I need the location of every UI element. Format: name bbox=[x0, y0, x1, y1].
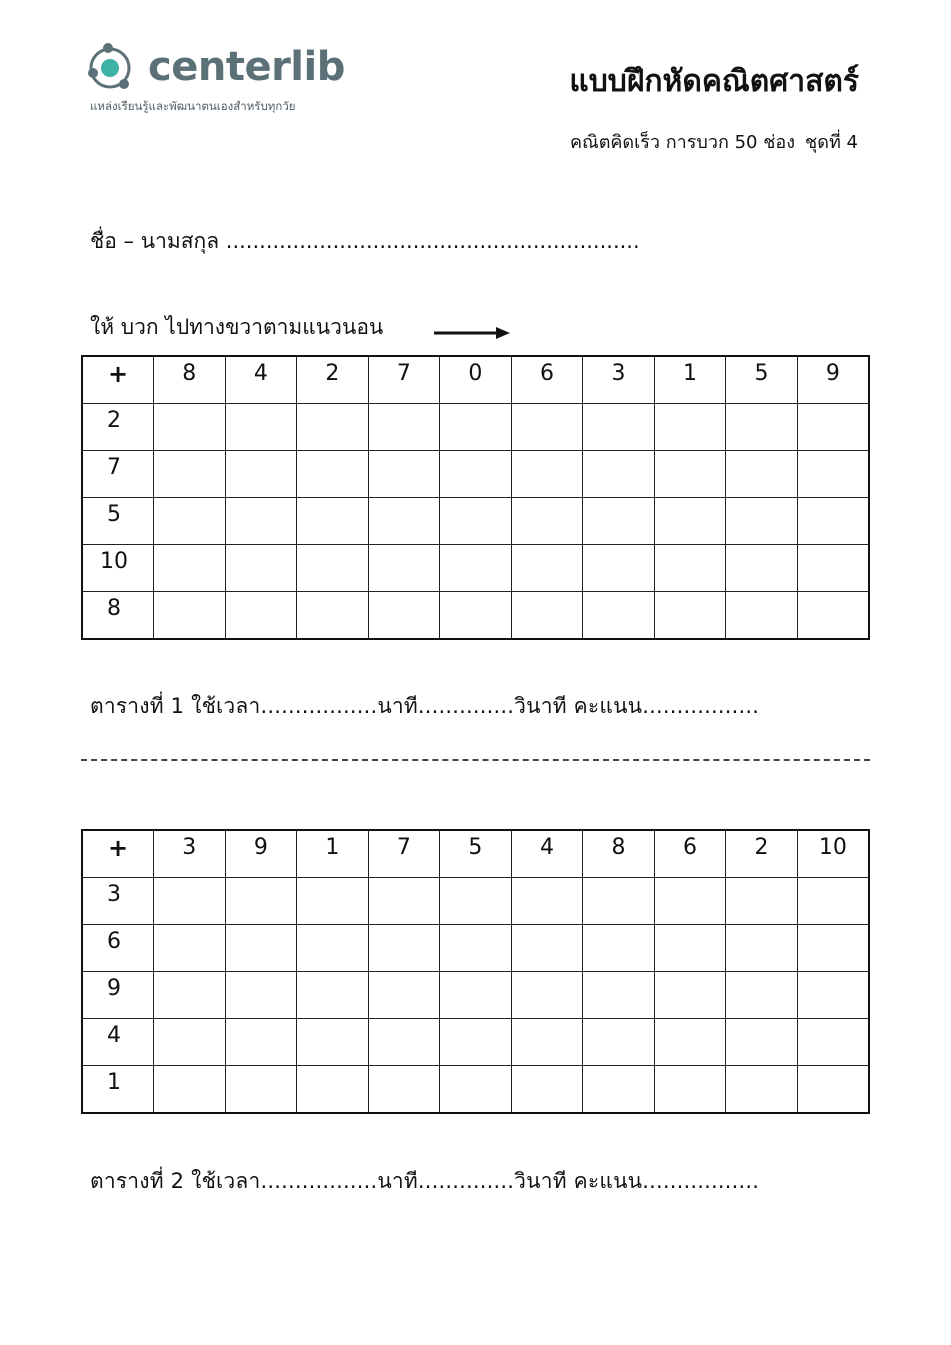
answer-cell[interactable] bbox=[797, 925, 869, 972]
answer-cell[interactable] bbox=[511, 925, 583, 972]
grid-row bbox=[82, 498, 869, 545]
answer-cell[interactable] bbox=[797, 1019, 869, 1066]
answer-cell[interactable] bbox=[154, 592, 226, 640]
answer-cell[interactable] bbox=[654, 404, 726, 451]
grid-header-row bbox=[82, 830, 869, 878]
row-header-cell: 6 bbox=[82, 925, 154, 972]
answer-cell[interactable] bbox=[297, 972, 369, 1019]
grid-header-row bbox=[82, 356, 869, 404]
answer-cell[interactable] bbox=[297, 878, 369, 925]
column-header-cell: 3 bbox=[583, 356, 655, 404]
answer-cell[interactable] bbox=[511, 878, 583, 925]
grid-2-body bbox=[82, 830, 869, 1113]
answer-cell[interactable] bbox=[726, 878, 798, 925]
answer-cell[interactable] bbox=[440, 545, 512, 592]
table1-result-line[interactable]: ตารางที่ 1 ใช้เวลา.................นาที..............วินาที คะแนน................. bbox=[90, 694, 760, 718]
answer-cell[interactable] bbox=[511, 1019, 583, 1066]
answer-cell[interactable] bbox=[225, 925, 297, 972]
answer-cell[interactable] bbox=[726, 1066, 798, 1114]
answer-cell[interactable] bbox=[726, 592, 798, 640]
subtitle-text: คณิตคิดเร็ว การบวก 50 ช่อง bbox=[569, 132, 796, 153]
instruction-text: ให้ บวก ไปทางขวาตามแนวนอน bbox=[90, 315, 384, 339]
answer-cell[interactable] bbox=[583, 1019, 655, 1066]
answer-cell[interactable] bbox=[797, 592, 869, 640]
answer-cell[interactable] bbox=[154, 878, 226, 925]
answer-cell[interactable] bbox=[583, 878, 655, 925]
answer-cell[interactable] bbox=[154, 451, 226, 498]
answer-cell[interactable] bbox=[511, 972, 583, 1019]
answer-cell[interactable] bbox=[368, 545, 440, 592]
column-header-cell: 2 bbox=[726, 830, 798, 878]
dashed-separator bbox=[81, 759, 870, 761]
page-title: แบบฝึกหัดคณิตศาสตร์ bbox=[569, 64, 859, 99]
row-header-cell: 4 bbox=[82, 1019, 154, 1066]
column-header-cell: 1 bbox=[654, 356, 726, 404]
answer-cell[interactable] bbox=[797, 972, 869, 1019]
answer-cell[interactable] bbox=[154, 972, 226, 1019]
column-header-cell: 0 bbox=[440, 356, 512, 404]
answer-cell[interactable] bbox=[726, 498, 798, 545]
answer-cell[interactable] bbox=[726, 545, 798, 592]
answer-cell[interactable] bbox=[797, 451, 869, 498]
plus-operator-cell: + bbox=[82, 356, 154, 404]
answer-cell[interactable] bbox=[225, 592, 297, 640]
answer-cell[interactable] bbox=[440, 404, 512, 451]
answer-cell[interactable] bbox=[797, 878, 869, 925]
answer-cell[interactable] bbox=[368, 592, 440, 640]
grid-row bbox=[82, 404, 869, 451]
answer-cell[interactable] bbox=[440, 1019, 512, 1066]
answer-cell[interactable] bbox=[511, 1066, 583, 1114]
answer-cell[interactable] bbox=[225, 1019, 297, 1066]
name-field-line[interactable]: ชื่อ – นามสกุล .............................................................. bbox=[90, 229, 640, 253]
addition-grid-2 bbox=[81, 829, 870, 1114]
column-header-cell: 6 bbox=[511, 356, 583, 404]
answer-cell[interactable] bbox=[583, 925, 655, 972]
answer-cell[interactable] bbox=[583, 972, 655, 1019]
answer-cell[interactable] bbox=[440, 592, 512, 640]
column-header-cell: 7 bbox=[368, 356, 440, 404]
answer-cell[interactable] bbox=[797, 1066, 869, 1114]
answer-cell[interactable] bbox=[654, 592, 726, 640]
answer-cell[interactable] bbox=[511, 545, 583, 592]
column-header-cell: 8 bbox=[154, 356, 226, 404]
column-header-cell: 5 bbox=[440, 830, 512, 878]
answer-cell[interactable] bbox=[654, 1019, 726, 1066]
answer-cell[interactable] bbox=[368, 878, 440, 925]
column-header-cell: 9 bbox=[225, 830, 297, 878]
answer-cell[interactable] bbox=[511, 451, 583, 498]
table2-result-line[interactable]: ตารางที่ 2 ใช้เวลา.................นาที..............วินาที คะแนน................. bbox=[90, 1169, 760, 1193]
column-header-cell: 8 bbox=[583, 830, 655, 878]
answer-cell[interactable] bbox=[654, 1066, 726, 1114]
answer-cell[interactable] bbox=[368, 972, 440, 1019]
row-header-cell: 3 bbox=[82, 878, 154, 925]
answer-cell[interactable] bbox=[511, 404, 583, 451]
answer-cell[interactable] bbox=[797, 404, 869, 451]
answer-cell[interactable] bbox=[225, 545, 297, 592]
answer-cell[interactable] bbox=[440, 925, 512, 972]
answer-cell[interactable] bbox=[225, 498, 297, 545]
answer-cell[interactable] bbox=[583, 404, 655, 451]
column-header-cell: 9 bbox=[797, 356, 869, 404]
answer-cell[interactable] bbox=[654, 498, 726, 545]
answer-cell[interactable] bbox=[654, 878, 726, 925]
column-header-cell: 2 bbox=[297, 356, 369, 404]
answer-cell[interactable] bbox=[297, 404, 369, 451]
answer-cell[interactable] bbox=[368, 925, 440, 972]
page-subtitle bbox=[570, 127, 858, 156]
answer-cell[interactable] bbox=[368, 404, 440, 451]
column-header-cell: 6 bbox=[654, 830, 726, 878]
logo-wordmark: centerlib bbox=[148, 44, 345, 90]
answer-cell[interactable] bbox=[654, 545, 726, 592]
answer-cell[interactable] bbox=[225, 451, 297, 498]
column-header-cell: 4 bbox=[225, 356, 297, 404]
row-header-cell: 10 bbox=[82, 545, 154, 592]
row-header-cell: 2 bbox=[82, 404, 154, 451]
arrow-right-icon bbox=[432, 325, 512, 341]
answer-cell[interactable] bbox=[726, 972, 798, 1019]
column-header-cell: 1 bbox=[297, 830, 369, 878]
answer-cell[interactable] bbox=[726, 1019, 798, 1066]
grid-row bbox=[82, 592, 869, 640]
answer-cell[interactable] bbox=[225, 878, 297, 925]
column-header-cell: 7 bbox=[368, 830, 440, 878]
answer-cell[interactable] bbox=[297, 545, 369, 592]
answer-cell[interactable] bbox=[368, 451, 440, 498]
answer-cell[interactable] bbox=[726, 404, 798, 451]
centerlib-logo bbox=[88, 40, 348, 120]
answer-cell[interactable] bbox=[583, 545, 655, 592]
row-header-cell: 8 bbox=[82, 592, 154, 640]
column-header-cell: 10 bbox=[797, 830, 869, 878]
answer-cell[interactable] bbox=[154, 1019, 226, 1066]
answer-cell[interactable] bbox=[297, 451, 369, 498]
row-header-cell: 5 bbox=[82, 498, 154, 545]
answer-cell[interactable] bbox=[225, 972, 297, 1019]
answer-cell[interactable] bbox=[297, 498, 369, 545]
column-header-cell: 5 bbox=[726, 356, 798, 404]
grid-row bbox=[82, 1019, 869, 1066]
answer-cell[interactable] bbox=[154, 498, 226, 545]
column-header-cell: 4 bbox=[511, 830, 583, 878]
grid-row bbox=[82, 925, 869, 972]
answer-cell[interactable] bbox=[797, 545, 869, 592]
column-header-cell: 3 bbox=[154, 830, 226, 878]
row-header-cell: 9 bbox=[82, 972, 154, 1019]
answer-cell[interactable] bbox=[154, 1066, 226, 1114]
set-label: ชุดที่ 4 bbox=[805, 132, 858, 153]
answer-cell[interactable] bbox=[726, 451, 798, 498]
addition-grid-1 bbox=[81, 355, 870, 640]
answer-cell[interactable] bbox=[654, 925, 726, 972]
answer-cell[interactable] bbox=[440, 1066, 512, 1114]
answer-cell[interactable] bbox=[654, 972, 726, 1019]
answer-cell[interactable] bbox=[297, 925, 369, 972]
plus-operator-cell: + bbox=[82, 830, 154, 878]
answer-cell[interactable] bbox=[440, 878, 512, 925]
answer-cell[interactable] bbox=[440, 451, 512, 498]
grid-row bbox=[82, 1066, 869, 1114]
answer-cell[interactable] bbox=[225, 1066, 297, 1114]
answer-cell[interactable] bbox=[154, 545, 226, 592]
answer-cell[interactable] bbox=[511, 498, 583, 545]
grid-1-body bbox=[82, 356, 869, 639]
row-header-cell: 7 bbox=[82, 451, 154, 498]
answer-cell[interactable] bbox=[511, 592, 583, 640]
answer-cell[interactable] bbox=[726, 925, 798, 972]
answer-cell[interactable] bbox=[297, 1019, 369, 1066]
logo-tagline: แหล่งเรียนรู้และพัฒนาตนเองสำหรับทุกวัย bbox=[90, 99, 296, 113]
grid-row bbox=[82, 545, 869, 592]
logo-molecule-icon bbox=[88, 40, 148, 96]
answer-cell[interactable] bbox=[654, 451, 726, 498]
grid-row bbox=[82, 972, 869, 1019]
answer-cell[interactable] bbox=[154, 404, 226, 451]
answer-cell[interactable] bbox=[297, 1066, 369, 1114]
answer-cell[interactable] bbox=[440, 498, 512, 545]
grid-row bbox=[82, 451, 869, 498]
answer-cell[interactable] bbox=[583, 592, 655, 640]
grid-row bbox=[82, 878, 869, 925]
answer-cell[interactable] bbox=[797, 498, 869, 545]
answer-cell[interactable] bbox=[225, 404, 297, 451]
answer-cell[interactable] bbox=[297, 592, 369, 640]
answer-cell[interactable] bbox=[154, 925, 226, 972]
row-header-cell: 1 bbox=[82, 1066, 154, 1114]
answer-cell[interactable] bbox=[368, 1066, 440, 1114]
answer-cell[interactable] bbox=[583, 451, 655, 498]
answer-cell[interactable] bbox=[583, 498, 655, 545]
answer-cell[interactable] bbox=[440, 972, 512, 1019]
answer-cell[interactable] bbox=[368, 498, 440, 545]
answer-cell[interactable] bbox=[368, 1019, 440, 1066]
answer-cell[interactable] bbox=[583, 1066, 655, 1114]
